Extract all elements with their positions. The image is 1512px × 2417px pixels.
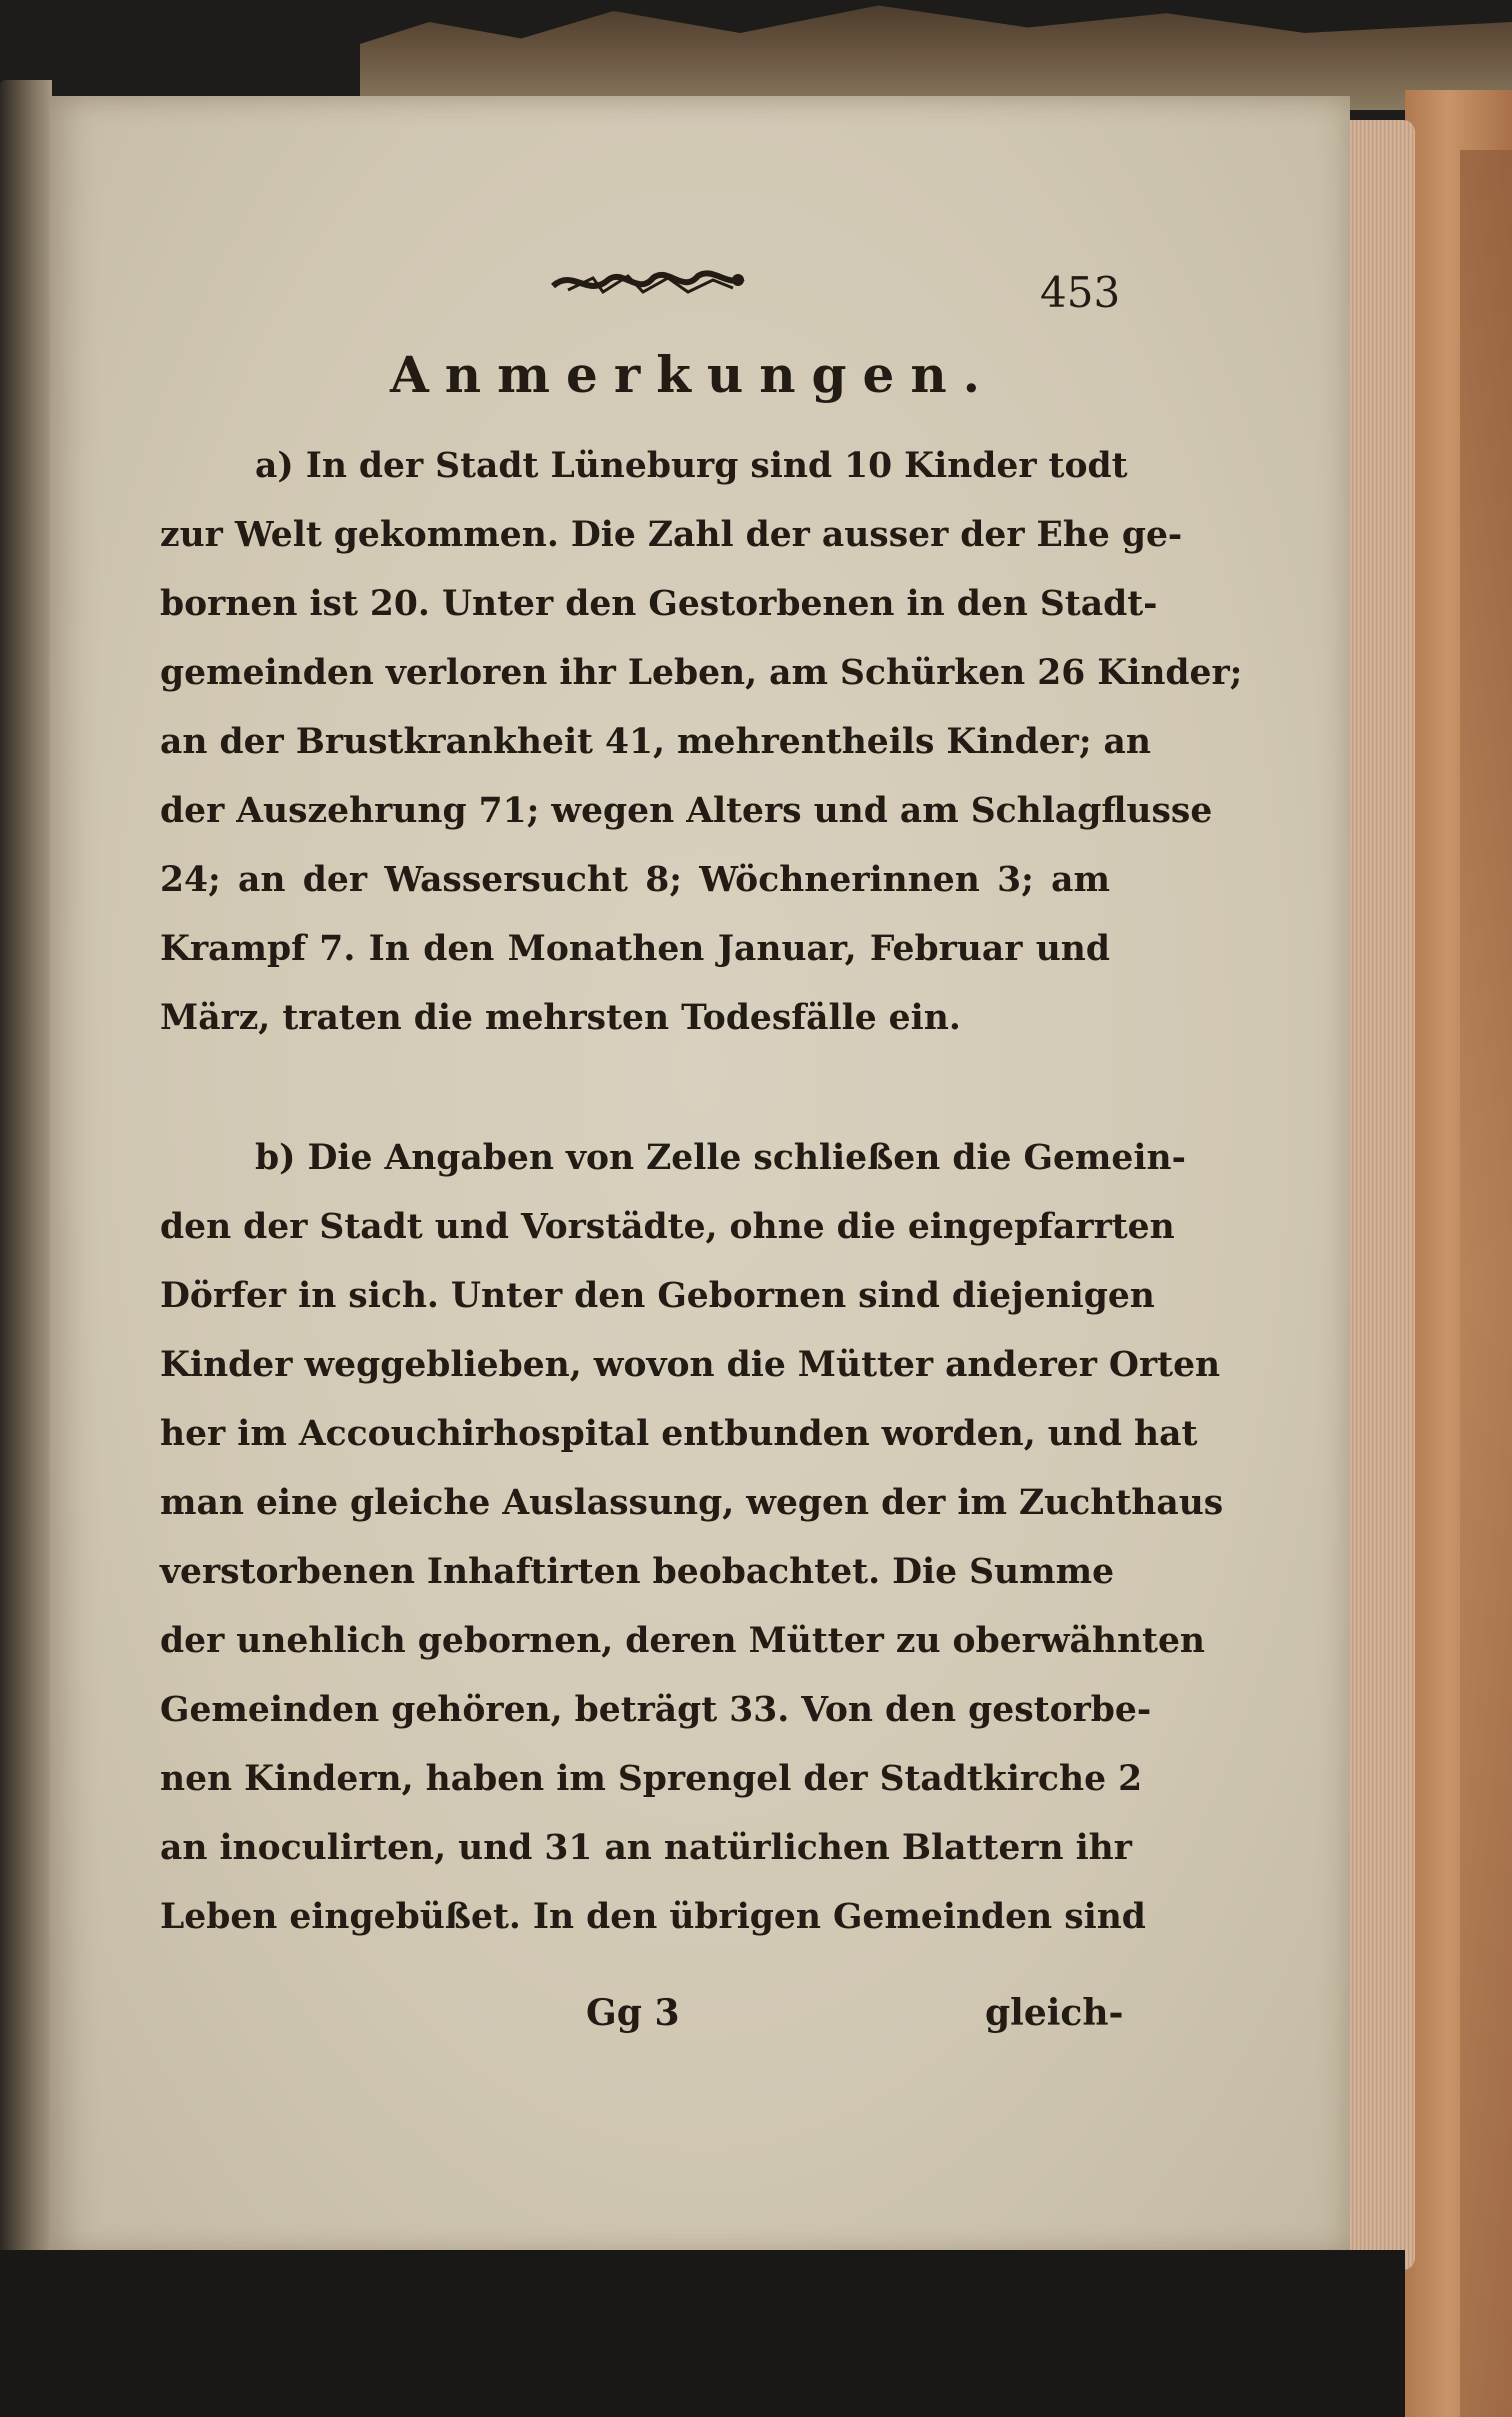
text-line: an inoculirten, und 31 an natürlichen Blattern ihr: [160, 1828, 1132, 1868]
headpiece-ornament-icon: [548, 258, 748, 308]
page-fore-edge: [1345, 120, 1415, 2270]
text-line: Kinder weggeblieben, wovon die Mütter anderer Orten: [160, 1345, 1221, 1385]
text-line: Leben eingebüßet. In den übrigen Gemeinden sind: [160, 1897, 1146, 1937]
background-bottom: [0, 2250, 1405, 2417]
text-line: nen Kindern, haben im Sprengel der Stadtkirche 2: [160, 1759, 1143, 1799]
page-heading: Anmerkungen.: [390, 345, 997, 404]
text-line: gemeinden verloren ihr Leben, am Schürken 26 Kinder;: [160, 653, 1243, 693]
text-line: der Auszehrung 71; wegen Alters und am Schlagflusse: [160, 791, 1213, 831]
text-line: zur Welt gekommen. Die Zahl der ausser der Ehe ge-: [160, 515, 1183, 555]
text-line: den der Stadt und Vorstädte, ohne die eingepfarrten: [160, 1207, 1175, 1247]
text-line: 24; an der Wassersucht 8; Wöchnerinnen 3; am: [160, 860, 1110, 900]
text-line: a) In der Stadt Lüneburg sind 10 Kinder todt: [255, 446, 1128, 486]
text-line: an der Brustkrankheit 41, mehrentheils Kinder; an: [160, 722, 1151, 762]
text-line: her im Accouchirhospital entbunden worden, und hat: [160, 1414, 1198, 1454]
signature-mark: Gg 3: [586, 1992, 680, 2034]
text-line: Dörfer in sich. Unter den Gebornen sind diejenigen: [160, 1276, 1155, 1316]
paragraph-b: [160, 1124, 1224, 1952]
cover-shading: [1460, 150, 1512, 2417]
text-line: b) Die Angaben von Zelle schließen die Gemein-: [255, 1138, 1186, 1178]
text-line: Krampf 7. In den Monathen Januar, Februar und: [160, 929, 1110, 969]
catchword: gleich-: [985, 1992, 1124, 2034]
text-line: verstorbenen Inhaftirten beobachtet. Die Summe: [160, 1552, 1115, 1592]
text-line: März, traten die mehrsten Todesfälle ein.: [160, 998, 961, 1038]
text-line: der unehlich gebornen, deren Mütter zu oberwähnten: [160, 1621, 1206, 1661]
text-line: bornen ist 20. Unter den Gestorbenen in den Stadt-: [160, 584, 1158, 624]
left-page-edge: [0, 80, 52, 2280]
text-line: Gemeinden gehören, beträgt 33. Von den gestorbe-: [160, 1690, 1152, 1730]
text-line: man eine gleiche Auslassung, wegen der im Zuchthaus: [160, 1483, 1224, 1523]
torn-spine: [360, 0, 1512, 110]
paragraph-a: [160, 432, 1243, 1053]
page-number: 453: [1040, 268, 1121, 317]
